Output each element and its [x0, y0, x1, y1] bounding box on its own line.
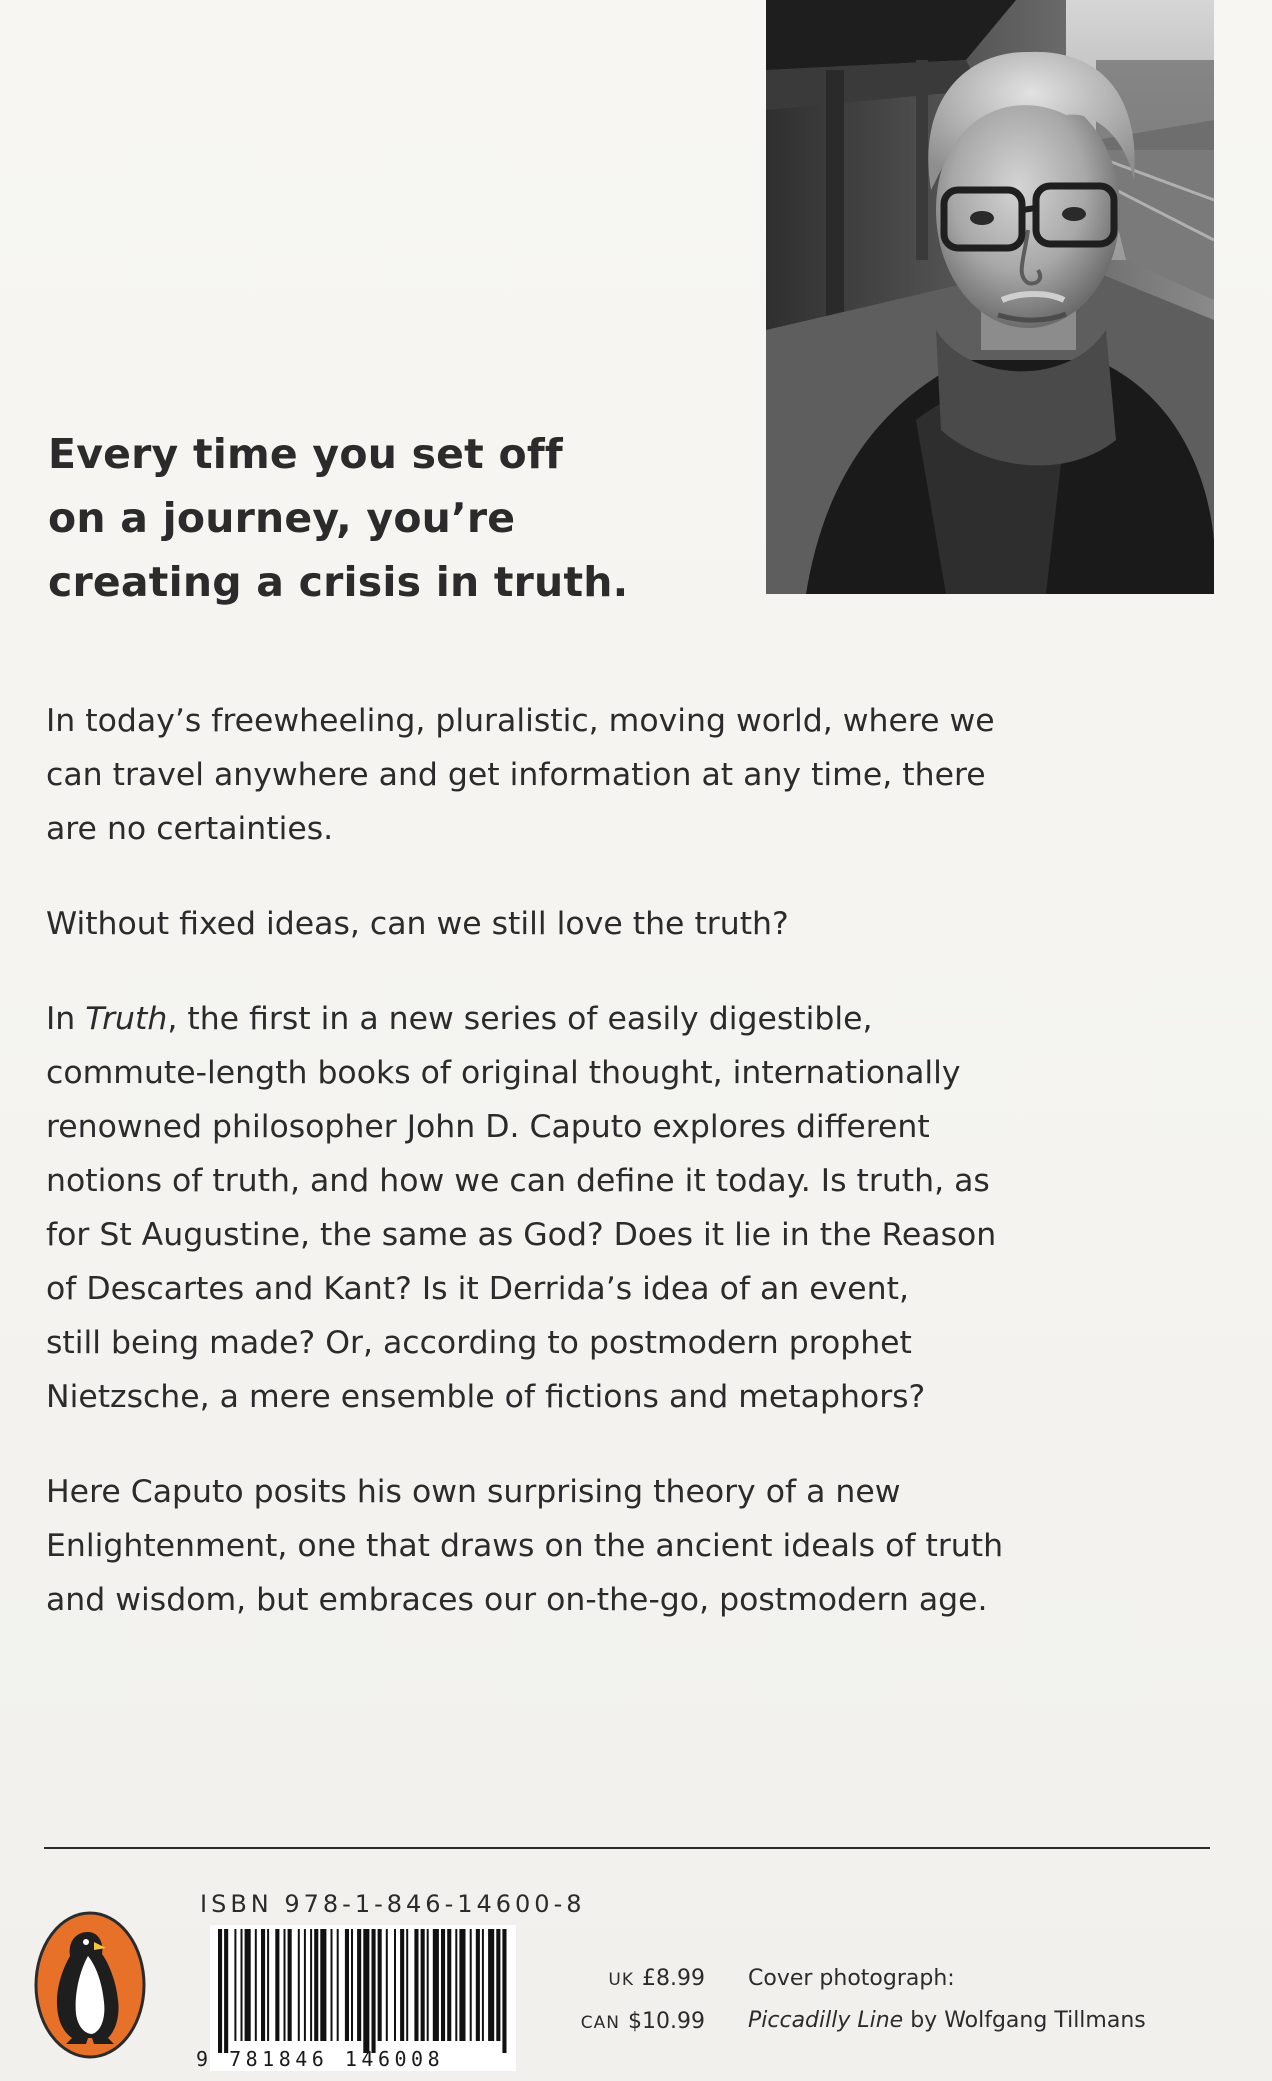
blurb-paragraph-4	[46, 1465, 1086, 1627]
barcode-bar	[337, 1929, 339, 2041]
barcode-bar	[459, 1929, 465, 2041]
headline-line: creating a crisis in truth.	[48, 558, 629, 606]
barcode-bar	[310, 1929, 312, 2041]
blurb-line: for St Augustine, the same as God? Does it lie in the Reason	[46, 1217, 997, 1253]
credit-title: Piccadilly Line	[748, 2008, 904, 2033]
barcode-bar	[421, 1929, 425, 2041]
barcode-bar	[224, 1929, 228, 2053]
blurb-line: Nietzsche, a mere ensemble of fictions and metaphors?	[46, 1379, 926, 1415]
blurb	[46, 694, 1086, 1668]
barcode-bar	[394, 1929, 396, 2041]
divider	[44, 1847, 1210, 1849]
barcode-bar	[470, 1929, 472, 2041]
barcode-bar	[433, 1929, 439, 2041]
blurb-line: Here Caputo posits his own surprising theory of a new	[46, 1474, 901, 1510]
blurb-paragraph-3	[46, 992, 1086, 1424]
barcode	[196, 1925, 526, 2071]
barcode-bar	[406, 1929, 408, 2041]
isbn-text: ISBN 978-1-846-14600-8	[200, 1890, 586, 1918]
penguin-logo-icon	[30, 1910, 150, 2060]
author-photo	[766, 0, 1214, 594]
price-can-value: $10.99	[628, 2009, 705, 2034]
barcode-bar	[427, 1929, 429, 2041]
price-uk	[570, 1958, 705, 2001]
barcode-bar	[488, 1929, 494, 2041]
price-uk-label: UK	[608, 1970, 635, 1990]
barcode-bar	[372, 1929, 376, 2053]
barcode-bar	[363, 1929, 369, 2053]
barcode-digits: 9 781846 146008	[196, 2047, 445, 2071]
credit-by: by Wolfgang Tillmans	[903, 2008, 1146, 2033]
barcode-bar	[357, 1929, 361, 2041]
blurb-line: Enlightenment, one that draws on the ancient ideals of truth	[46, 1528, 1004, 1564]
barcode-bar	[245, 1929, 251, 2041]
book-title: Truth	[85, 1001, 168, 1037]
barcode-bar	[298, 1929, 300, 2041]
price-can	[570, 2001, 705, 2044]
headline-line: Every time you set off	[48, 430, 563, 478]
barcode-bar	[234, 1929, 236, 2041]
barcode-bar	[455, 1929, 457, 2041]
barcode-bar	[267, 1929, 269, 2041]
blurb-line: renowned philosopher John D. Caputo explores different	[46, 1109, 930, 1145]
barcode-bar	[241, 1929, 243, 2041]
blurb-paragraph-1	[46, 694, 1086, 856]
blurb-line: and wisdom, but embraces our on-the-go, postmodern age.	[46, 1582, 988, 1618]
blurb-line: are no certainties.	[46, 811, 334, 847]
blurb-line: Without fixed ideas, can we still love the truth?	[46, 906, 789, 942]
prices	[570, 1958, 705, 2044]
barcode-bar	[288, 1929, 292, 2041]
blurb-line: notions of truth, and how we can define it today. Is truth, as	[46, 1163, 990, 1199]
blurb-line: still being made? Or, according to postmodern prophet	[46, 1325, 912, 1361]
barcode-bar	[304, 1929, 306, 2041]
barcode-bar	[261, 1929, 265, 2041]
cover-credit	[748, 1958, 1146, 2042]
headline	[48, 422, 668, 614]
barcode-bar	[320, 1929, 326, 2041]
blurb-line-first	[46, 992, 1086, 1046]
blurb-rest: , the first in a new series of easily digestible,	[167, 1001, 873, 1037]
barcode-bar	[502, 1929, 506, 2053]
blurb-line: In today’s freewheeling, pluralistic, moving world, where we	[46, 703, 995, 739]
blurb-line: commute-length books of original thought, internationally	[46, 1055, 961, 1091]
barcode-bar	[314, 1929, 318, 2041]
barcode-bar	[496, 1929, 500, 2041]
barcode-bar	[284, 1929, 286, 2041]
price-can-label: CAN	[580, 2013, 621, 2033]
blurb-line: can travel anywhere and get information at any time, there	[46, 757, 986, 793]
blurb-paragraph-2	[46, 897, 1086, 951]
barcode-bar	[400, 1929, 404, 2041]
blurb-line: of Descartes and Kant? Is it Derrida’s idea of an event,	[46, 1271, 910, 1307]
barcode-bar	[482, 1929, 484, 2041]
barcode-bar	[378, 1929, 382, 2041]
credit-line-2	[748, 2000, 1146, 2042]
barcode-bar	[386, 1929, 388, 2041]
price-uk-value: £8.99	[642, 1966, 705, 1991]
barcode-bar	[441, 1929, 445, 2041]
barcode-bar	[218, 1929, 222, 2053]
barcode-bar	[255, 1929, 257, 2041]
barcode-bar	[447, 1929, 451, 2041]
barcode-bar	[345, 1929, 349, 2041]
barcode-bar	[351, 1929, 353, 2041]
credit-line-1: Cover photograph:	[748, 1966, 955, 1991]
barcode-bar	[414, 1929, 418, 2041]
headline-line: on a journey, you’re	[48, 494, 516, 542]
barcode-bar	[331, 1929, 333, 2041]
barcode-bar	[275, 1929, 279, 2041]
barcode-bar	[476, 1929, 480, 2041]
blurb-prefix: In	[46, 1001, 86, 1037]
